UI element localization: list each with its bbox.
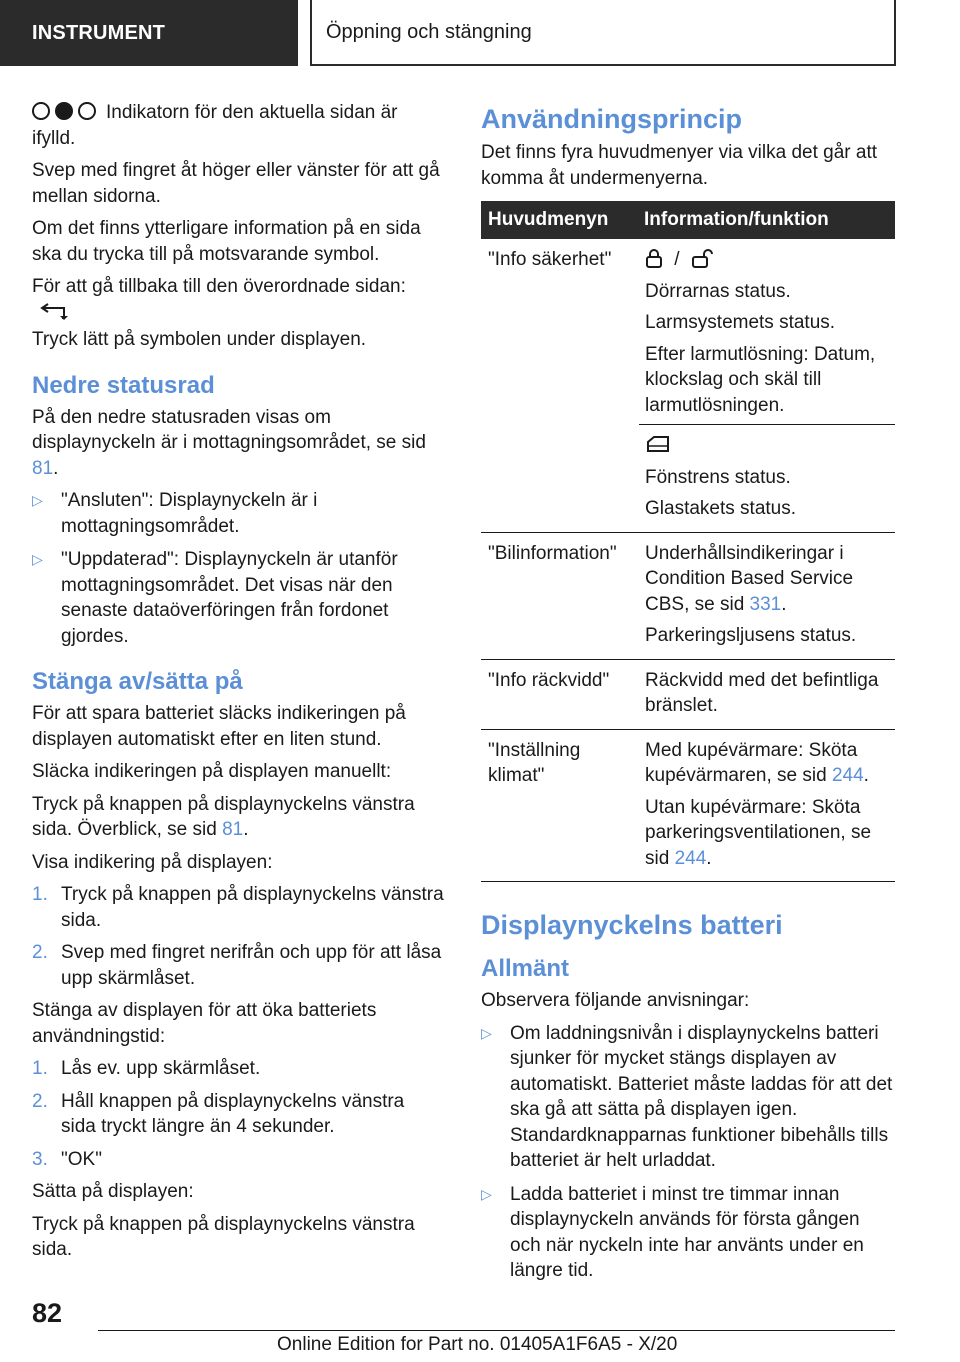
back-arrow-icon xyxy=(40,301,70,321)
step-text: Svep med fingret nerifrån och upp för att låsa upp skärmlåset. xyxy=(61,942,442,989)
cell-text: Utan kupévärmare: Sköta parkeringsventilationen, se sid 244. xyxy=(645,796,872,869)
list-item xyxy=(32,882,444,933)
list-item-text: "Ansluten": Displaynyckeln är i mottagningsområdet. xyxy=(61,490,318,537)
main-menu-table xyxy=(481,201,895,882)
cell-text: Efter larmutlösning: Datum, klockslag och skäl till larmutlösningen. xyxy=(645,343,876,416)
left-column xyxy=(32,100,444,1270)
column-header: Huvudmenyn xyxy=(481,201,638,239)
cell-text: Med kupévärmare: Sköta kupévärmaren, se sid 244. xyxy=(645,739,869,786)
cell-text-span: Med kupévärmare: Sköta kupévärmaren, se sid xyxy=(645,739,858,786)
triangle-bullet-icon: ▷ xyxy=(481,1185,492,1202)
battery-list xyxy=(481,1021,895,1284)
page-link-244[interactable]: 244 xyxy=(831,765,864,786)
statusbar-text: På den nedre statusraden visas om displaynyckeln är i mottagningsområdet, se sid xyxy=(32,406,426,453)
table-row xyxy=(481,659,895,729)
heading-usage-principle: Användningsprincip xyxy=(481,104,743,134)
heading-lower-statusbar: Nedre statusrad xyxy=(32,371,215,399)
dot-filled-icon xyxy=(55,102,73,120)
cell-text: Fönstrens status. xyxy=(645,466,791,488)
table-cell xyxy=(638,532,895,659)
table-cell xyxy=(638,729,895,882)
page-link-81[interactable]: 81 xyxy=(222,819,244,840)
turn-off-steps xyxy=(32,1056,444,1172)
page-indicator-dots-icon xyxy=(32,102,96,120)
list-item xyxy=(32,1056,444,1082)
page-link-81[interactable]: 81 xyxy=(32,457,54,479)
list-item-text: "Uppdaterad": Displaynyckeln är utanför mottagningsområdet. Det visas när den senaste dataöverföringen från fordonet gjordes. xyxy=(61,549,398,647)
cell-text: Dörrarnas status. xyxy=(645,280,791,302)
onoff-text: Tryck på knappen på displaynyckelns vänstra sida. Överblick, se sid xyxy=(32,793,415,840)
list-item xyxy=(32,488,444,539)
table-cell: "Inställning klimat" xyxy=(481,729,638,882)
table-row xyxy=(481,729,895,882)
triangle-bullet-icon: ▷ xyxy=(32,551,43,567)
step-text: "OK" xyxy=(61,1148,102,1170)
general-paragraph: Observera följande anvisningar: xyxy=(481,990,750,1011)
slash-separator: / xyxy=(674,249,680,270)
heading-general: Allmänt xyxy=(481,955,570,982)
step-text: Tryck på knappen på displaynyckelns vänstra sida. xyxy=(61,884,444,931)
footer-divider xyxy=(98,1330,895,1331)
page-number: 82 xyxy=(32,1298,63,1328)
tap-symbol-paragraph: Tryck lätt på symbolen under displayen. xyxy=(32,329,367,350)
footer-edition: Online Edition for Part no. 01405A1F6A5 - X/20 xyxy=(277,1334,678,1355)
page-link-331[interactable]: 331 xyxy=(749,593,782,615)
section-title: INSTRUMENT xyxy=(0,0,298,66)
heading-on-off: Stänga av/sätta på xyxy=(32,668,243,695)
lock-icons-line xyxy=(645,247,888,273)
list-item-text: Om laddningsnivån i displaynyckelns batteri sjunker för mycket stängs displayen av automatiskt. Batteriet måste laddas för att det ska gå att sätta på displayen igen. Standardknapparnas funktioner bibehålls tills batteriet är helt urladdat. xyxy=(510,1022,893,1171)
onoff-paragraph-4: Visa indikering på displayen: xyxy=(32,851,273,873)
list-item xyxy=(481,1021,895,1174)
cell-text-span: Underhållsindikeringar i Condition Based Service CBS, se sid xyxy=(645,542,854,615)
column-header: Information/funktion xyxy=(638,201,895,239)
statusbar-paragraph: På den nedre statusraden visas om displaynyckeln är i mottagningsområdet, se sid 81. xyxy=(32,406,426,479)
list-item xyxy=(32,547,444,649)
cell-text: Parkeringsljusens status. xyxy=(645,625,857,646)
list-item xyxy=(32,940,444,991)
back-text: För att gå tillbaka till den överordnade sidan: xyxy=(32,276,406,297)
table-header-row xyxy=(481,201,895,239)
table-cell xyxy=(638,659,895,729)
dot-empty-icon xyxy=(78,102,96,120)
back-paragraph xyxy=(32,274,444,325)
chapter-title: Öppning och stängning xyxy=(310,0,896,66)
onoff-paragraph-5: Stänga av displayen för att öka batteriets användningstid: xyxy=(32,1000,377,1047)
cell-text: Underhållsindikeringar i Condition Based Service CBS, se sid 331. xyxy=(645,542,854,615)
onoff-paragraph-7: Tryck på knappen på displaynyckelns vänstra sida. xyxy=(32,1213,415,1260)
onoff-paragraph-1: För att spara batteriet släcks indikeringen på displayen automatiskt efter en liten stund. xyxy=(32,703,406,750)
list-item xyxy=(32,1147,444,1173)
right-column xyxy=(481,102,895,1292)
cell-text: Larmsystemets status. xyxy=(645,312,836,333)
step-number: 1. xyxy=(32,1058,48,1079)
door-unlocked-icon xyxy=(691,248,717,268)
table-cell: "Info räckvidd" xyxy=(481,659,638,729)
cell-text: Räckvidd med det befintliga bränslet. xyxy=(645,669,879,716)
step-number: 2. xyxy=(32,1090,48,1112)
swipe-paragraph: Svep med fingret åt höger eller vänster för att gå mellan sidorna. xyxy=(32,160,440,207)
onoff-paragraph-3: Tryck på knappen på displaynyckelns vänstra sida. Överblick, se sid 81. xyxy=(32,793,415,840)
table-cell: "Bilinformation" xyxy=(481,532,638,659)
table-cell xyxy=(638,239,895,532)
principle-paragraph: Det finns fyra huvudmenyer via vilka det går att komma åt undermenyerna. xyxy=(481,142,878,189)
step-number: 1. xyxy=(32,884,48,905)
cell-divider xyxy=(639,424,895,425)
table-row xyxy=(481,532,895,659)
list-item xyxy=(481,1182,895,1284)
step-number: 2. xyxy=(32,942,48,963)
dot-empty-icon xyxy=(32,102,50,120)
more-info-paragraph: Om det finns ytterligare information på en sida ska du trycka till på motsvarande symbol. xyxy=(32,218,421,265)
indicator-paragraph xyxy=(32,100,444,151)
triangle-bullet-icon: ▷ xyxy=(481,1024,492,1041)
cell-text-span: Utan kupévärmare: Sköta parkeringsventilationen, se sid xyxy=(645,796,872,869)
table-row xyxy=(481,239,895,532)
step-number: 3. xyxy=(32,1148,48,1170)
step-text: Håll knappen på displaynyckelns vänstra sida tryckt längre än 4 sekunder. xyxy=(61,1090,405,1137)
page-link-244[interactable]: 244 xyxy=(674,847,707,869)
triangle-bullet-icon: ▷ xyxy=(32,492,43,508)
statusbar-list xyxy=(32,488,444,649)
door-locked-icon xyxy=(645,248,663,268)
list-item xyxy=(32,1089,444,1140)
window-icon xyxy=(645,434,671,454)
heading-battery: Displaynyckelns batteri xyxy=(481,910,783,940)
show-display-steps xyxy=(32,882,444,991)
step-text: Lås ev. upp skärmlåset. xyxy=(61,1058,261,1079)
window-icon-line xyxy=(645,433,888,459)
onoff-paragraph-6: Sätta på displayen: xyxy=(32,1181,194,1202)
onoff-paragraph-2: Släcka indikeringen på displayen manuellt: xyxy=(32,761,392,782)
list-item-text: Ladda batteriet i minst tre timmar innan displaynyckeln används för första gången och när nyckeln inte har använts under en längre tid. xyxy=(510,1183,864,1281)
indicator-text: Indikatorn för den aktuella sidan är ifylld. xyxy=(32,102,398,149)
page-header xyxy=(0,0,960,66)
cell-text: Glastakets status. xyxy=(645,498,797,519)
table-cell: "Info säkerhet" xyxy=(481,239,638,532)
